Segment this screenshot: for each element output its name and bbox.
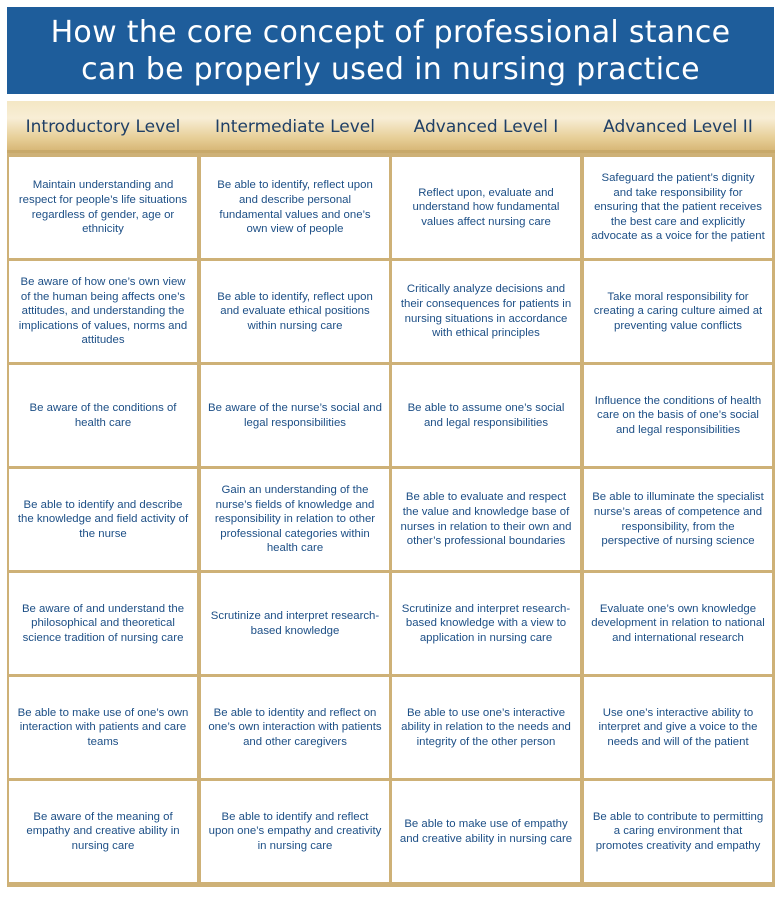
table-cell: Influence the conditions of health care on the basis of one’s social and legal responsibilities — [584, 365, 772, 466]
table-cell: Scrutinize and interpret research-based knowledge — [201, 573, 389, 674]
table-cell: Maintain understanding and respect for people’s life situations regardless of gender, age or ethnicity — [9, 157, 197, 258]
column-header: Introductory Level — [25, 117, 181, 137]
column-header: Advanced Level I — [413, 117, 559, 137]
table-cell: Take moral responsibility for creating a caring culture aimed at preventing value conflicts — [584, 261, 772, 362]
table-cell: Be able to identify and describe the knowledge and field activity of the nurse — [9, 469, 197, 570]
table-cell: Be able to identity and reflect on one’s own interaction with patients and other caregivers — [201, 677, 389, 778]
table-cell: Be able to identify and reflect upon one’s empathy and creativity in nursing care — [201, 781, 389, 882]
table-cell: Be aware of how one’s own view of the human being affects one’s attitudes, and understanding the implications of values, norms and attitudes — [9, 261, 197, 362]
table-cell: Critically analyze decisions and their consequences for patients in nursing situations in accordance with ethical principles — [392, 261, 580, 362]
table-cell: Be able to use one’s interactive ability in relation to the needs and integrity of the other person — [392, 677, 580, 778]
table-cell: Be aware of and understand the philosophical and theoretical science tradition of nursing care — [9, 573, 197, 674]
column-header: Intermediate Level — [215, 117, 375, 137]
table-cell: Be able to evaluate and respect the value and knowledge base of nurses in relation to their own and other’s professional boundaries — [392, 469, 580, 570]
table-cell: Be able to identify, reflect upon and describe personal fundamental values and one’s own view of people — [201, 157, 389, 258]
table-cell: Gain an understanding of the nurse’s fields of knowledge and responsibility in relation to other professional categories within health care — [201, 469, 389, 570]
table-cell: Reflect upon, evaluate and understand how fundamental values affect nursing care — [392, 157, 580, 258]
table-header-row — [7, 101, 775, 153]
title-line-2: can be properly used in nursing practice — [81, 51, 700, 87]
table-cell: Be able to make use of one’s own interaction with patients and care teams — [9, 677, 197, 778]
table-cell: Use one’s interactive ability to interpret and give a voice to the needs and will of the patient — [584, 677, 772, 778]
table-cell: Be able to contribute to permitting a caring environment that promotes creativity and empathy — [584, 781, 772, 882]
table-cell: Be able to illuminate the specialist nurse’s areas of competence and responsibility, from the perspective of nursing science — [584, 469, 772, 570]
competency-table — [7, 101, 775, 887]
table-cell: Scrutinize and interpret research-based knowledge with a view to application in nursing care — [392, 573, 580, 674]
table-cell: Evaluate one’s own knowledge development in relation to national and international research — [584, 573, 772, 674]
table-cell: Be aware of the nurse’s social and legal responsibilities — [201, 365, 389, 466]
table-cell: Be aware of the meaning of empathy and creative ability in nursing care — [9, 781, 197, 882]
table-cell: Safeguard the patient’s dignity and take responsibility for ensuring that the patient receives the best care and explicitly advocate as a voice for the patient — [584, 157, 772, 258]
table-cell: Be aware of the conditions of health care — [9, 365, 197, 466]
table-cell: Be able to identify, reflect upon and evaluate ethical positions within nursing care — [201, 261, 389, 362]
table-cell: Be able to make use of empathy and creative ability in nursing care — [392, 781, 580, 882]
title-line-1: How the core concept of professional stance — [50, 14, 731, 50]
column-header: Advanced Level II — [603, 117, 753, 137]
table-cell: Be able to assume one’s social and legal responsibilities — [392, 365, 580, 466]
title-banner — [7, 7, 774, 94]
